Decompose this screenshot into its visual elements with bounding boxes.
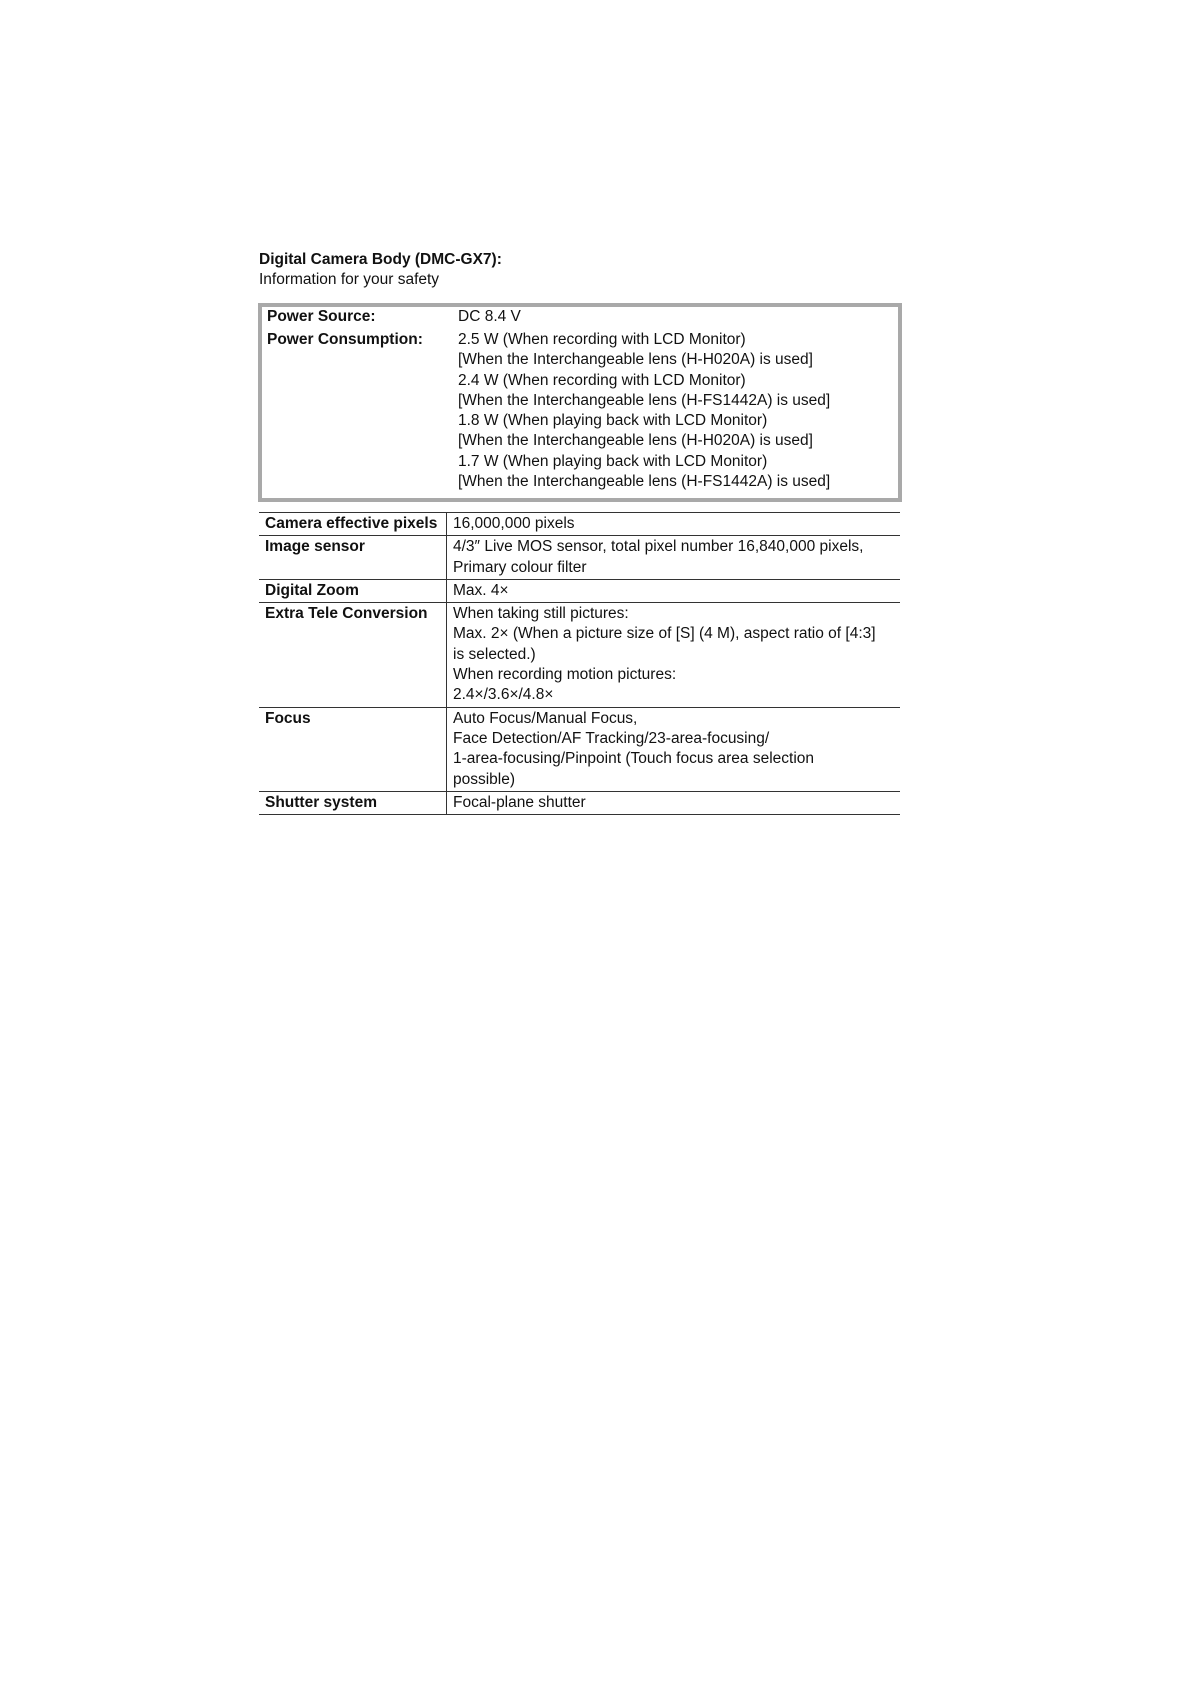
spec-value-line: 2.4×/3.6×/4.8× (453, 686, 554, 704)
spec-value-line: possible) (453, 770, 516, 788)
spec-value (447, 603, 901, 707)
spec-value-line: 4/3″ Live MOS sensor, total pixel number 16,840,000 pixels, (453, 538, 864, 556)
spec-value (447, 513, 901, 536)
spec-value (447, 791, 901, 814)
spec-value-line: Focal-plane shutter (453, 793, 586, 811)
spec-value (447, 707, 901, 791)
spec-label: Focus (259, 707, 447, 791)
safety-value (458, 330, 888, 492)
spec-value (447, 536, 901, 580)
safety-label: Power Source: (267, 308, 376, 325)
spec-value-line: Primary colour filter (453, 558, 587, 576)
spec-value-line: 16,000,000 pixels (453, 515, 575, 532)
spec-value-line: When taking still pictures: (453, 605, 629, 623)
safety-value-line: [When the Interchangeable lens (H-FS1442A) is used] (458, 391, 831, 409)
safety-value-line: 2.5 W (When recording with LCD Monitor) (458, 331, 746, 348)
spec-label: Image sensor (259, 536, 447, 580)
safety-value-line: [When the Interchangeable lens (H-H020A) is used] (458, 351, 813, 369)
spec-value-line: When recording motion pictures: (453, 666, 677, 684)
spec-label: Camera effective pixels (259, 513, 447, 536)
safety-value-line: 1.7 W (When playing back with LCD Monitor) (458, 452, 768, 470)
safety-info-box (258, 303, 902, 502)
spec-value-line: Max. 2× (When a picture size of [S] (4 M), aspect ratio of [4:3] (453, 625, 876, 643)
spec-value-line: Max. 4× (453, 581, 509, 599)
spec-label: Digital Zoom (259, 579, 447, 602)
safety-value-line: [When the Interchangeable lens (H-H020A) is used] (458, 432, 813, 450)
safety-value-line: [When the Interchangeable lens (H-FS1442A) is used] (458, 473, 831, 491)
spec-value-line: Auto Focus/Manual Focus, (453, 709, 638, 727)
table-row (259, 603, 900, 707)
safety-value-line: 1.8 W (When playing back with LCD Monitor) (458, 412, 768, 430)
safety-value-line: 2.4 W (When recording with LCD Monitor) (458, 371, 746, 389)
document-title: Digital Camera Body (DMC-GX7): (259, 251, 502, 268)
spec-value-line: Face Detection/AF Tracking/23-area-focusing/ (453, 729, 770, 747)
table-row (259, 536, 900, 580)
safety-value (458, 307, 888, 327)
spec-table (259, 512, 900, 815)
spec-value-line: is selected.) (453, 645, 536, 663)
spec-label: Shutter system (259, 791, 447, 814)
table-row (259, 791, 900, 814)
document-subtitle: Information for your safety (259, 271, 440, 288)
safety-value-line: DC 8.4 V (458, 308, 521, 325)
spec-value-line: 1-area-focusing/Pinpoint (Touch focus area selection (453, 750, 815, 768)
table-row (259, 513, 900, 536)
table-row (259, 579, 900, 602)
safety-label: Power Consumption: (267, 331, 423, 348)
table-row (259, 707, 900, 791)
spec-value (447, 579, 901, 602)
spec-label: Extra Tele Conversion (259, 603, 447, 707)
